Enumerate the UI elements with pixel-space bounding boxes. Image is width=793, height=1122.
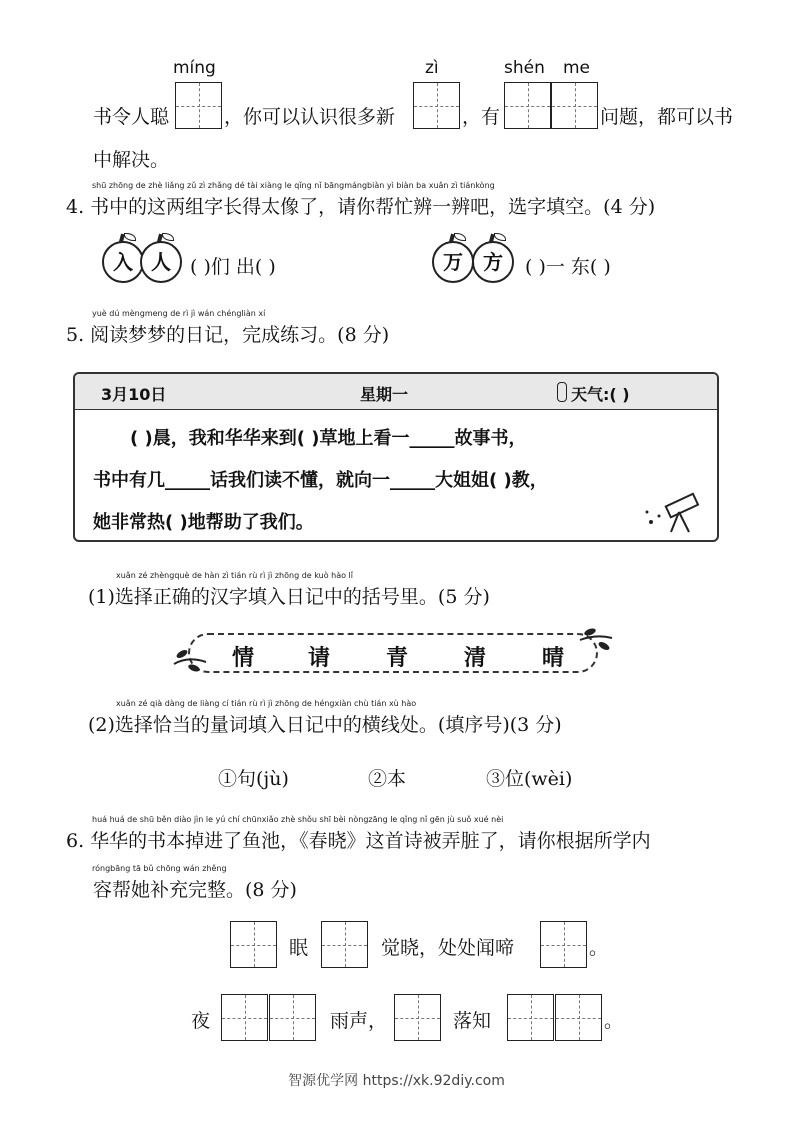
q4-blank-left[interactable]: ( )们 出( ) [190,256,276,278]
poem-text: 雨声， [330,1010,388,1032]
pinyin-shen: shén [504,58,545,78]
thermometer-icon [557,382,567,402]
choice-char: 情 [232,646,255,671]
diary-line-1: ( )晨，我和华华来到( )草地上看一_____故事书， [130,428,527,449]
diary-date: 3月10日 [101,385,167,404]
footer-watermark: 智源优学网 https://xk.92diy.com [288,1073,505,1089]
poem-box[interactable] [394,994,441,1041]
q6-pinyin-1: huá huá de shū běn diào jìn le yú chí chūnxiǎo zhè shǒu shī bèi nòngzāng le qǐng nǐ gēn jù suǒ xué nèi [92,815,504,824]
choice-char: 青 [386,646,409,671]
apple-char: 万 [432,241,474,283]
q4-title: 4. 书中的这两组字长得太像了，请你帮忙辨一辨吧，选字填空。(4 分) [66,196,656,218]
poem-box[interactable] [230,921,277,968]
poem-box[interactable] [221,994,268,1041]
sub2-pinyin: xuǎn zé qià dàng de liàng cí tián rù rì jì zhōng de héngxiàn chù tián xù hào [116,699,417,708]
poem-box[interactable] [269,994,316,1041]
sub2-title: (2)选择恰当的量词填入日记中的横线处。(填序号)(3 分) [88,714,562,736]
line2-text: 中解决。 [93,149,170,171]
leaf-decoration-icon [578,624,614,654]
option-2: ②本 [368,768,407,790]
q5-title: 5. 阅读梦梦的日记，完成练习。(8 分) [66,324,390,346]
sub1-title: (1)选择正确的汉字填入日记中的括号里。(5 分) [88,586,490,608]
poem-box[interactable] [555,994,602,1041]
option-3: ③位(wèi) [486,768,573,790]
line1-part-b: ，你可以认识很多新 [224,106,396,128]
poem-box[interactable] [321,921,368,968]
q4-blank-right[interactable]: ( )一 东( ) [525,256,611,278]
poem-text: 。 [604,1010,624,1032]
line1-part-c: ，有 [462,106,501,128]
diary-line-3: 她非常热( )地帮助了我们。 [93,512,314,533]
poem-text: 觉晓，处处闻啼 [381,937,515,959]
q4-pinyin: shū zhōng de zhè liǎng zǔ zì zhǎng dé tài xiàng le qǐng nǐ bāngmángbiàn yì biàn ba xuǎn zì tiánkòng [92,181,495,190]
diary-weekday: 星期一 [360,385,409,404]
choice-char: 清 [464,646,487,671]
q6-pinyin-2: róngbāng tā bǔ chōng wán zhěng [92,864,227,873]
telescope-icon [641,492,711,536]
poem-box[interactable] [507,994,554,1041]
option-1: ①句(jù) [218,768,289,790]
pinyin-me: me [563,58,591,78]
answer-box[interactable] [175,82,222,129]
diary-weather[interactable]: 天气:( ) [571,385,630,404]
diary-card [73,372,719,542]
char-choice-banner [188,633,598,673]
leaf-decoration-icon [172,642,208,672]
choice-char: 请 [308,646,331,671]
sub1-pinyin: xuǎn zé zhèngquè de hàn zì tián rù rì jì zhōng de kuò hào lǐ [116,571,353,580]
pinyin-ming: míng [173,58,216,78]
poem-text: 落知 [453,1010,492,1032]
q5-pinyin: yuè dú mèngmeng de rì jì wán chéngliàn xí [92,309,266,318]
line1-part-a: 书令人聪 [93,106,170,128]
q6-line-1: 6. 华华的书本掉进了鱼池，《春晓》这首诗被弄脏了，请你根据所学内 [66,830,651,852]
q6-line-2: 容帮她补充完整。(8 分) [93,879,297,901]
choice-char: 晴 [542,646,565,671]
poem-text: 。 [589,937,609,959]
answer-box[interactable] [551,82,598,129]
poem-box[interactable] [540,921,587,968]
line1-part-d: 问题，都可以书 [600,106,734,128]
pinyin-zi: zì [425,58,439,78]
answer-box[interactable] [413,82,460,129]
apple-char: 人 [140,241,182,283]
apple-char: 入 [102,241,144,283]
poem-text: 眠 [289,937,309,959]
apple-char: 方 [472,241,514,283]
answer-box[interactable] [504,82,551,129]
diary-line-2: 书中有几_____话我们读不懂，就向一_____大姐姐( )教， [93,470,548,491]
poem-text: 夜 [191,1010,211,1032]
